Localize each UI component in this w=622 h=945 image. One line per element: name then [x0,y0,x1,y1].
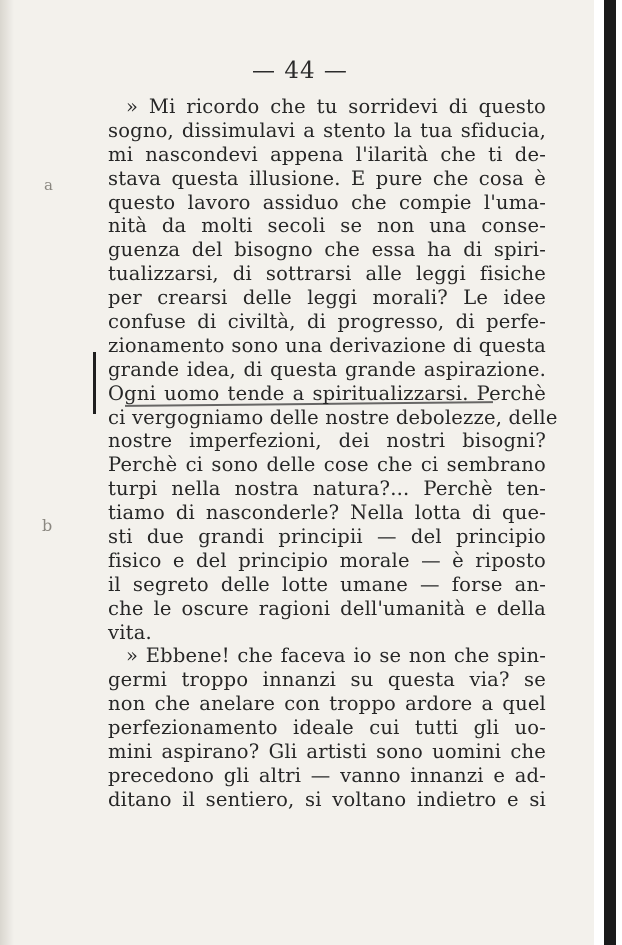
text-line: ci vergogniamo delle nostre debolezze, delle [108,405,558,429]
text-line: stava questa illusione. E pure che cosa è [108,166,546,190]
text-line: zionamento sono una derivazione di questa [108,333,546,357]
text-line: mini aspirano? Gli artisti sono uomini che [108,740,546,764]
text-line: confuse di civiltà, di progresso, di perfe- [108,310,546,334]
text-line: non che anelare con troppo ardore a quel [108,692,546,716]
page-number-header: — 44 — [252,58,348,84]
text-line: germi troppo innanzi su questa via? se [108,668,546,692]
margin-note-b: b [42,516,53,535]
margin-pencil-mark [93,352,96,414]
text-line: mi nascondevi appena l'ilarità che ti de- [108,142,546,166]
text-line: il segreto delle lotte umane — forse an- [108,572,546,596]
text-line: ditano il sentiero, si voltano indietro e si [108,787,546,811]
text-line: nostre imperfezioni, dei nostri bisogni? [108,429,546,453]
text-line: sti due grandi principii — del principio [108,525,546,549]
body-text [108,95,558,812]
text-line: » Ebbene! che faceva io se non che spin- [126,644,546,668]
text-line: guenza del bisogno che essa ha di spiri- [108,238,546,262]
text-line: vita. [108,620,152,644]
text-line: tualizzarsi, di sottrarsi alle leggi fisiche [108,262,546,286]
text-line: nità da molti secoli se non una conse- [108,214,546,238]
book-spine-band [604,0,616,945]
text-line: sogno, dissimulavi a stento la tua sfiducia, [108,118,546,142]
margin-note-a: a [44,176,53,194]
text-line: tiamo di nasconderle? Nella lotta di que- [108,501,546,525]
text-line: che le oscure ragioni dell'umanità e della [108,596,546,620]
text-line: per crearsi delle leggi morali? Le idee [108,286,546,310]
text-line: grande idea, di questa grande aspirazione. [108,357,546,381]
text-line: precedono gli altri — vanno innanzi e ad- [108,763,546,787]
text-line: questo lavoro assiduo che compie l'uma- [108,190,546,214]
text-line: » Mi ricordo che tu sorridevi di questo [126,95,546,118]
text-line: Perchè ci sono delle cose che ci sembrano [108,453,546,477]
text-line: perfezionamento ideale cui tutti gli uo- [108,716,546,740]
text-line: turpi nella nostra natura?... Perchè ten- [108,477,546,501]
text-line: Ogni uomo tende a spiritualizzarsi. Perchè [108,381,546,405]
text-line: fisico e del principio morale — è riposto [108,548,546,572]
